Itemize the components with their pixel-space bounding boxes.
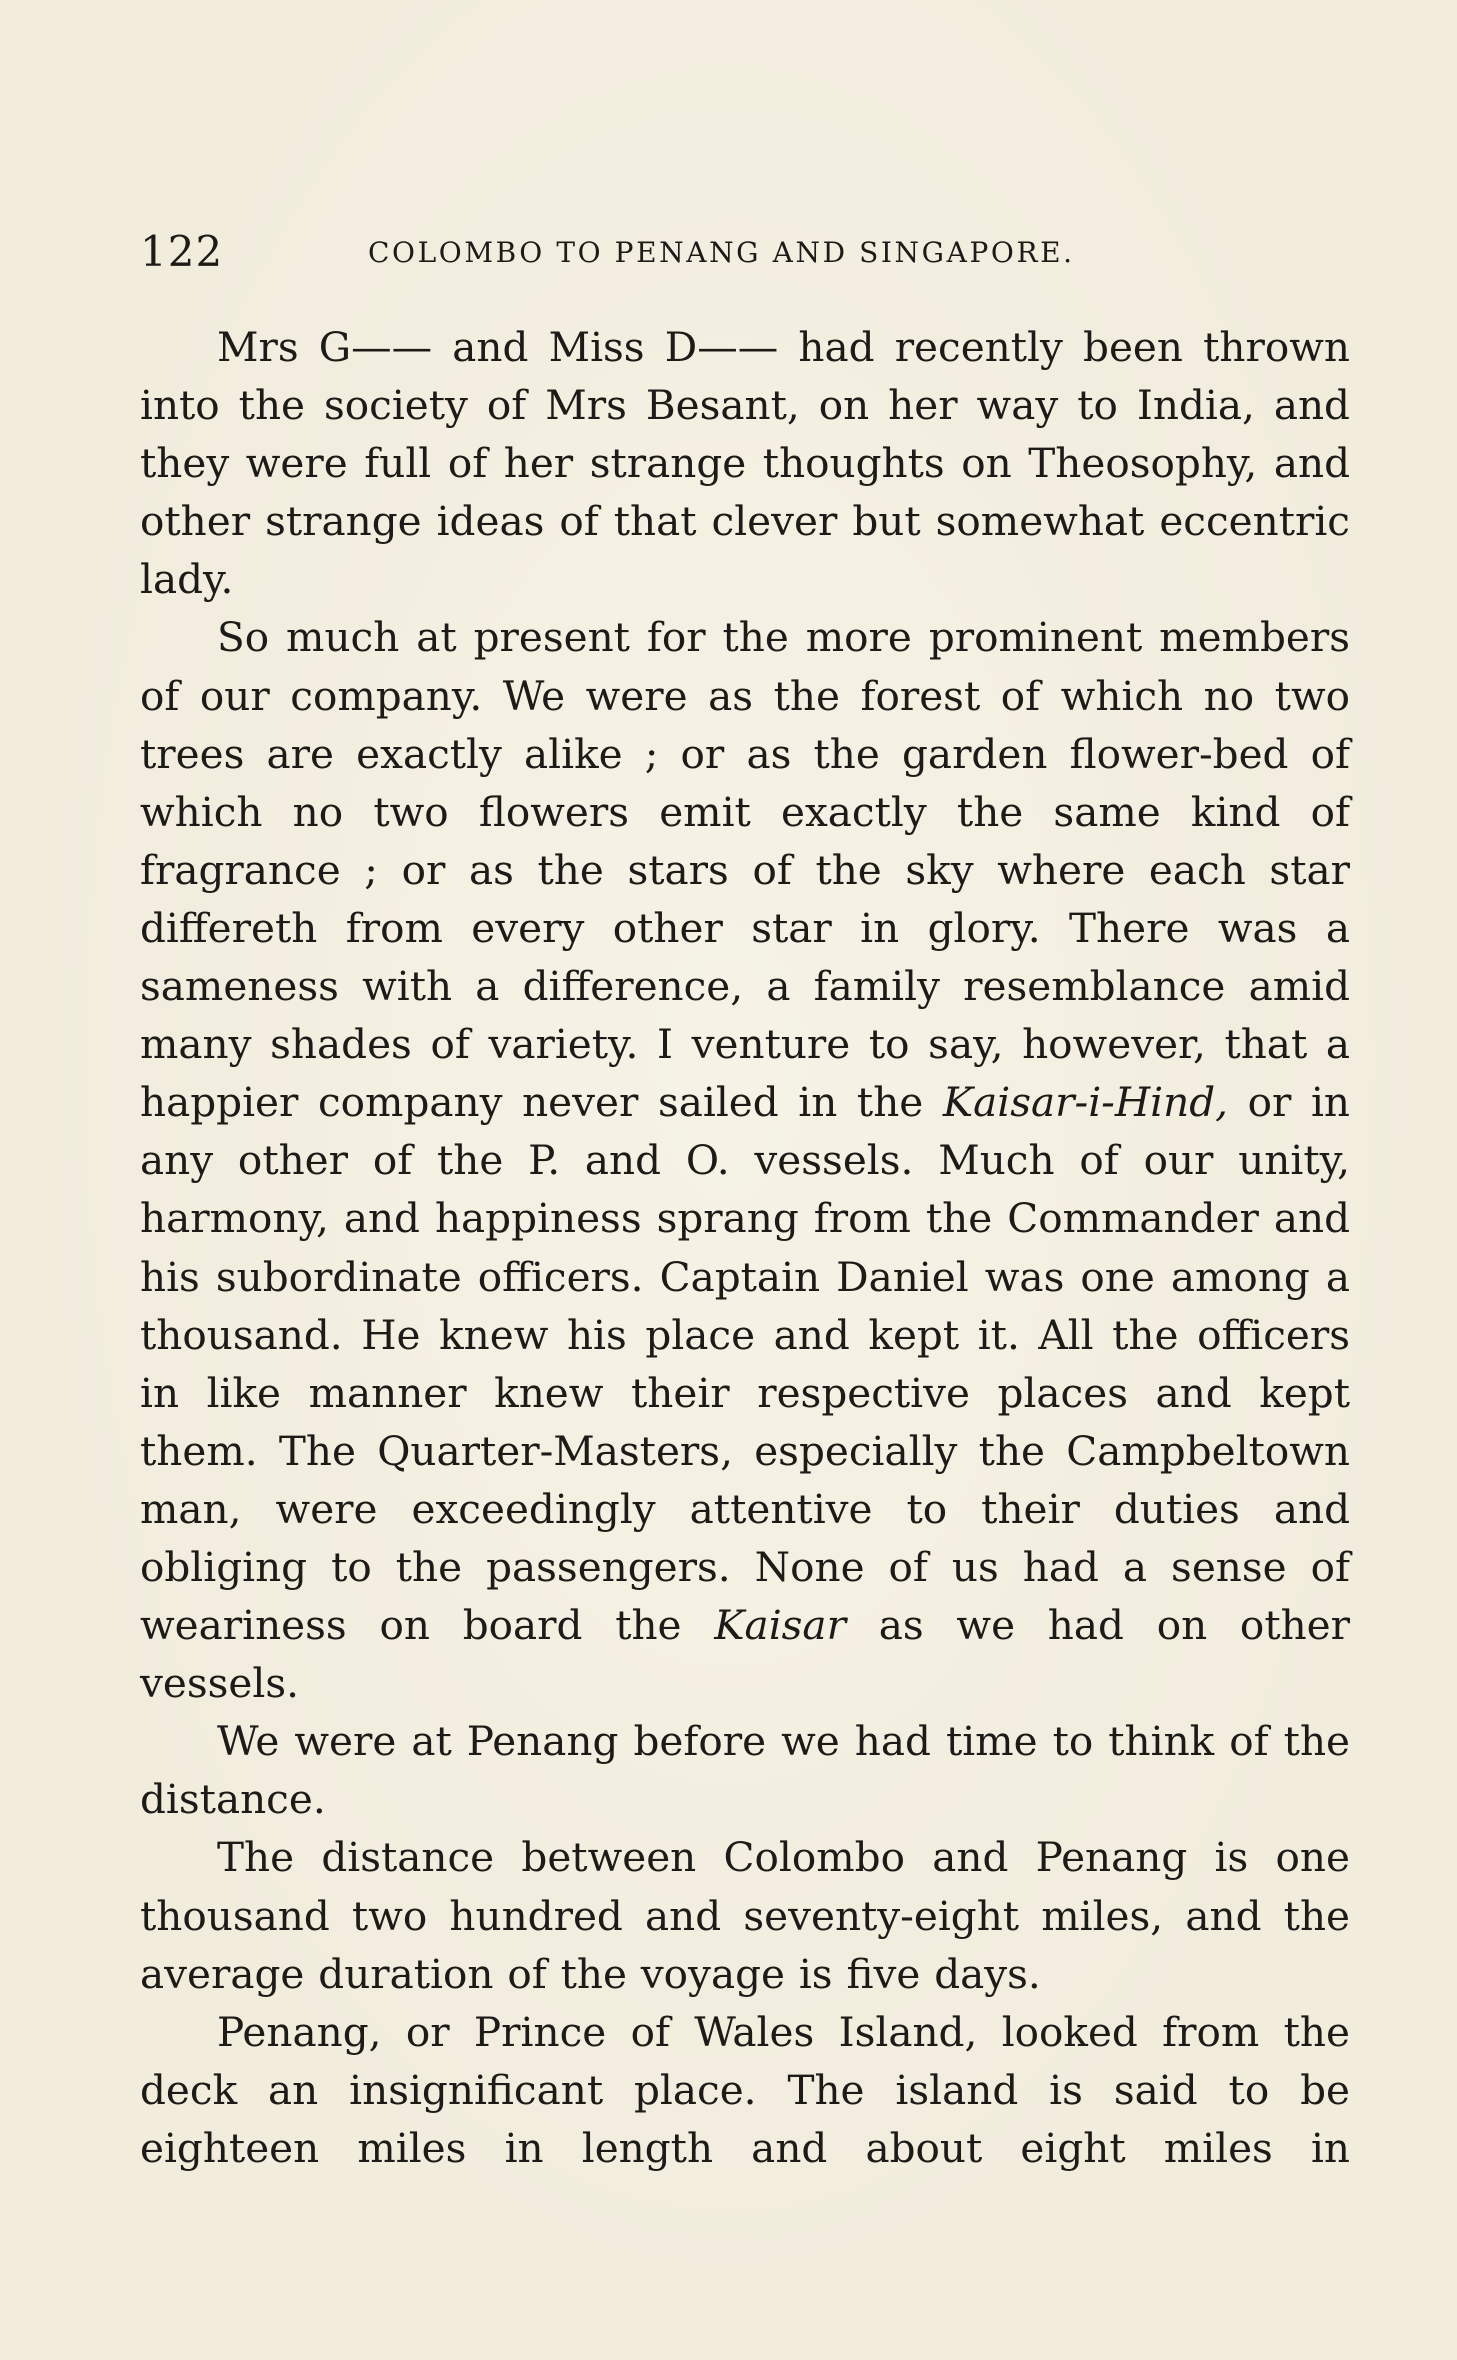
paragraph-distance: The distance between Colombo and Penang is one thousand two hundred and seventy-eight miles, and the average duration of the voyage is five days. [140,1833,1350,1998]
running-head [140,222,1350,282]
ship-name-kaisar-i-hind: Kaisar-i-Hind, [942,1078,1228,1127]
paragraph-company [140,608,1350,1712]
running-title: COLOMBO TO PENANG AND SINGAPORE. [368,236,1075,269]
paragraph-at-penang: We were at Penang before we had time to think of the distance. [140,1717,1350,1824]
paragraph-company-text-3: as we had on other vessels. [140,1601,1351,1708]
ship-name-kaisar: Kaisar [714,1601,846,1650]
paragraph-company-text-2: or in any other of the P. and O. vessels. Much of our unity, harmony, and happiness sprang from the Commander and his subordinate officers. Captain Daniel was one among a thousand. He knew his place and kept it. All the officers in like manner knew their respective places and kept them. The Quarter-Masters, especially the Campbeltown man, were exceedingly attentive to their duties and obliging to the passengers. None of us had a sense of weariness on board the [140,1078,1350,1650]
body-text [140,318,1350,2177]
paragraph-prince-of-wales-island: Penang, or Prince of Wales Island, looked from the deck an insignificant place. The island is said to be eighteen miles in length and about eight miles in [140,2007,1350,2172]
page-number: 122 [140,227,224,276]
paragraph-mrs-g: Mrs G—— and Miss D—— had recently been thrown into the society of Mrs Besant, on her way to India, and they were full of her strange thoughts on Theosophy, and other strange ideas of that clever but somewhat eccentric lady. [140,323,1350,604]
paragraph-company-text-1: So much at present for the more prominent members of our company. We were as the forest of which no two trees are exactly alike ; or as the garden flower-bed of which no two flowers emit exactly the same kind of fragrance ; or as the stars of the sky where each star differeth from every other star in glory. There was a sameness with a difference, a family resemblance amid many shades of variety. I venture to say, however, that a happier company never sailed in the [140,613,1350,1127]
